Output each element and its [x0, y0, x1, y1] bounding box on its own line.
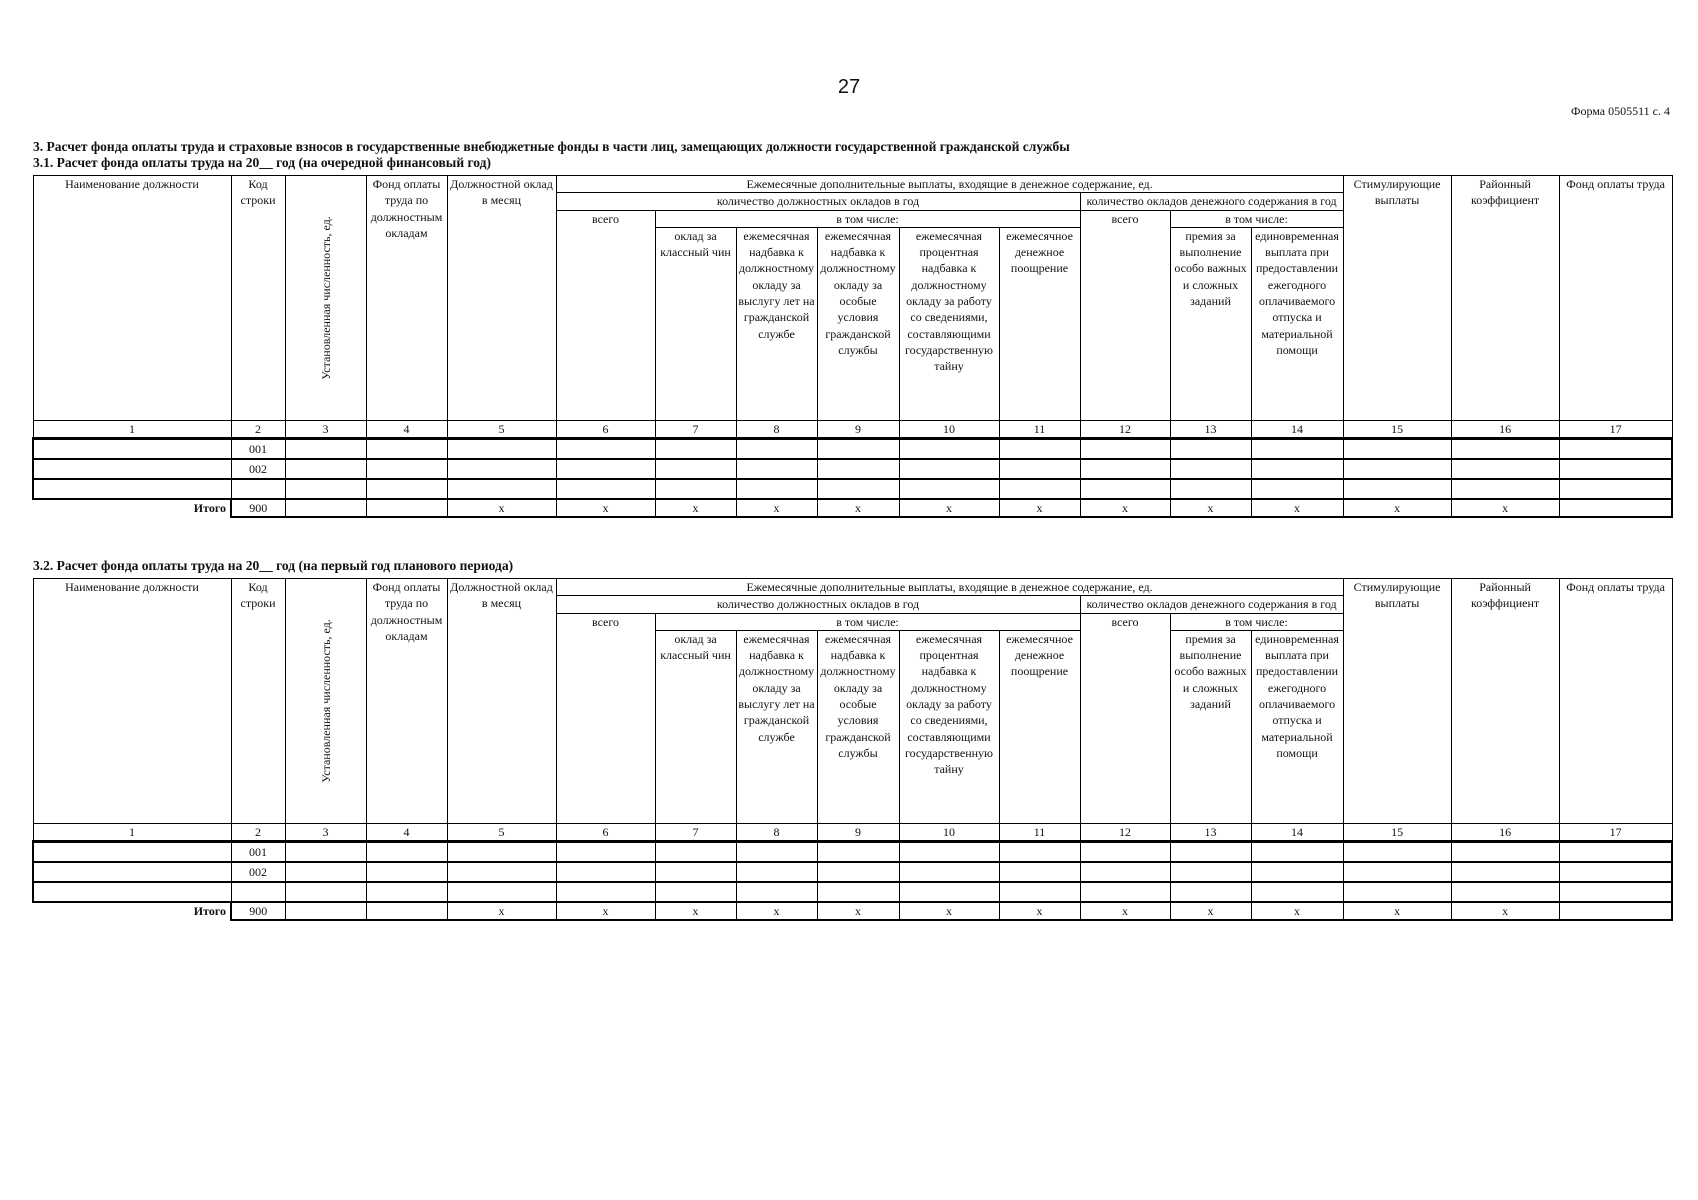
value-cell[interactable] — [1251, 479, 1343, 499]
position-name-cell[interactable] — [33, 862, 231, 882]
value-cell[interactable] — [447, 459, 556, 479]
value-cell[interactable] — [655, 459, 736, 479]
value-cell[interactable] — [366, 439, 447, 460]
allowance-including-header: в том числе: — [1170, 613, 1343, 630]
value-cell[interactable] — [736, 439, 817, 460]
value-cell[interactable] — [817, 862, 899, 882]
col-stimulating-header: Стимулирующие выплаты — [1343, 176, 1451, 421]
value-cell[interactable] — [899, 862, 999, 882]
value-cell[interactable] — [1451, 862, 1559, 882]
value-cell[interactable] — [1451, 459, 1559, 479]
column-number: 16 — [1451, 823, 1559, 841]
salaries-including-header: в том числе: — [655, 613, 1080, 630]
col-code-header: Код строки — [231, 579, 285, 824]
col-salary-header: Должностной оклад в месяц — [447, 579, 556, 824]
column-number: 12 — [1080, 420, 1170, 438]
column-number: 1 — [33, 420, 231, 438]
table-row — [33, 479, 1672, 499]
position-name-cell[interactable] — [33, 479, 231, 499]
column-number: 16 — [1451, 420, 1559, 438]
value-cell[interactable] — [817, 479, 899, 499]
col-regional-header: Районный коэффициент — [1451, 579, 1559, 824]
salaries-total-header: всего — [556, 210, 655, 420]
total-value-cell: x — [1170, 499, 1251, 517]
total-value-cell: x — [817, 499, 899, 517]
total-value-cell: x — [556, 499, 655, 517]
value-cell[interactable] — [817, 439, 899, 460]
total-value-cell[interactable] — [366, 902, 447, 920]
column-number: 9 — [817, 823, 899, 841]
value-cell[interactable] — [366, 862, 447, 882]
payroll-table-current-year — [32, 175, 1673, 518]
total-code-cell: 900 — [231, 902, 285, 920]
value-cell[interactable] — [1080, 882, 1170, 902]
value-cell[interactable] — [817, 842, 899, 863]
total-value-cell: x — [999, 499, 1080, 517]
column-number: 15 — [1343, 420, 1451, 438]
col-class-rank-header: оклад за классный чин — [655, 227, 736, 420]
value-cell[interactable] — [1170, 862, 1251, 882]
value-cell[interactable] — [736, 882, 817, 902]
total-value-cell[interactable] — [1559, 902, 1672, 920]
col-regional-header: Районный коэффициент — [1451, 176, 1559, 421]
row-code-cell[interactable] — [231, 882, 285, 902]
value-cell[interactable] — [1251, 842, 1343, 863]
section-title: 3. Расчет фонда оплаты труда и страховые взносов в государственные внебюджетные фонды в части лиц, замещающих должности государственной гражданской службы — [33, 139, 1070, 154]
column-number: 4 — [366, 823, 447, 841]
value-cell[interactable] — [556, 439, 655, 460]
col-fund-header: Фонд оплаты труда — [1559, 579, 1672, 824]
col-secret-header: ежемесячная процентная надбавка к должностному окладу за работу со сведениями, составляющими государственную тайну — [899, 630, 999, 823]
col-headcount-header: Установленная численность, ед. — [285, 579, 366, 824]
value-cell[interactable] — [1451, 882, 1559, 902]
value-cell[interactable] — [999, 439, 1080, 460]
value-cell[interactable] — [1170, 842, 1251, 863]
total-value-cell: x — [1343, 499, 1451, 517]
value-cell[interactable] — [1170, 459, 1251, 479]
col-stimulating-header: Стимулирующие выплаты — [1343, 579, 1451, 824]
total-value-cell: x — [447, 499, 556, 517]
value-cell[interactable] — [1170, 439, 1251, 460]
value-cell[interactable] — [447, 479, 556, 499]
total-row — [33, 902, 1672, 920]
column-number: 1 — [33, 823, 231, 841]
value-cell[interactable] — [1559, 842, 1672, 863]
value-cell[interactable] — [736, 862, 817, 882]
total-value-cell: x — [556, 902, 655, 920]
column-number: 8 — [736, 823, 817, 841]
total-value-cell[interactable] — [1559, 499, 1672, 517]
value-cell[interactable] — [899, 439, 999, 460]
total-value-cell: x — [1251, 499, 1343, 517]
total-value-cell: x — [1080, 499, 1170, 517]
value-cell[interactable] — [1559, 862, 1672, 882]
column-number: 15 — [1343, 823, 1451, 841]
value-cell[interactable] — [1451, 439, 1559, 460]
value-cell[interactable] — [899, 882, 999, 902]
column-number: 3 — [285, 823, 366, 841]
column-number: 9 — [817, 420, 899, 438]
table-row — [33, 459, 1672, 479]
column-number: 3 — [285, 420, 366, 438]
value-cell[interactable] — [1251, 439, 1343, 460]
row-code-cell[interactable]: 001 — [231, 842, 285, 863]
value-cell[interactable] — [655, 439, 736, 460]
row-code-cell[interactable]: 002 — [231, 862, 285, 882]
column-number: 17 — [1559, 823, 1672, 841]
value-cell[interactable] — [1343, 439, 1451, 460]
value-cell[interactable] — [285, 439, 366, 460]
allowance-total-header: всего — [1080, 613, 1170, 823]
col-fund-by-salaries-header: Фонд оплаты труда по должностным окладам — [366, 579, 447, 824]
form-code: Форма 0505511 с. 4 — [1570, 104, 1670, 118]
total-value-cell: x — [999, 902, 1080, 920]
count-allowance-header: количество окладов денежного содержания в год — [1080, 596, 1343, 613]
payroll-table-first-planning-year — [32, 578, 1673, 921]
value-cell[interactable] — [1080, 459, 1170, 479]
col-salary-header: Должностной оклад в месяц — [447, 176, 556, 421]
column-number: 7 — [655, 823, 736, 841]
value-cell[interactable] — [447, 882, 556, 902]
row-code-cell[interactable]: 001 — [231, 439, 285, 460]
value-cell[interactable] — [285, 862, 366, 882]
column-number: 6 — [556, 823, 655, 841]
value-cell[interactable] — [1559, 479, 1672, 499]
total-value-cell: x — [899, 902, 999, 920]
value-cell[interactable] — [1451, 842, 1559, 863]
table-row — [33, 842, 1672, 863]
column-number: 6 — [556, 420, 655, 438]
value-cell[interactable] — [1559, 439, 1672, 460]
col-fund-header: Фонд оплаты труда — [1559, 176, 1672, 421]
col-bonus-header: премия за выполнение особо важных и сложных заданий — [1170, 630, 1251, 823]
row-code-cell[interactable]: 002 — [231, 459, 285, 479]
col-fund-by-salaries-header: Фонд оплаты труда по должностным окладам — [366, 176, 447, 421]
total-value-cell: x — [1451, 499, 1559, 517]
value-cell[interactable] — [1343, 459, 1451, 479]
col-leave-payment-header: единовременная выплата при предоставлении ежегодного оплачиваемого отпуска и материальной помощи — [1251, 630, 1343, 823]
subsection-1-title: 3.1. Расчет фонда оплаты труда на 20__ год (на очередной финансовый год) — [33, 155, 491, 170]
value-cell[interactable] — [1343, 479, 1451, 499]
value-cell[interactable] — [285, 882, 366, 902]
total-value-cell: x — [655, 902, 736, 920]
total-value-cell: x — [736, 499, 817, 517]
total-value-cell[interactable] — [366, 499, 447, 517]
value-cell[interactable] — [447, 862, 556, 882]
value-cell[interactable] — [366, 842, 447, 863]
col-secret-header: ежемесячная процентная надбавка к должностному окладу за работу со сведениями, составляющими государственную тайну — [899, 227, 999, 420]
col-special-conditions-header: ежемесячная надбавка к должностному окладу за особые условия гражданской службы — [817, 227, 899, 420]
column-number: 10 — [899, 420, 999, 438]
col-name-header: Наименование должности — [33, 579, 231, 824]
position-name-cell[interactable] — [33, 439, 231, 460]
total-row — [33, 499, 1672, 517]
value-cell[interactable] — [899, 479, 999, 499]
row-code-cell[interactable] — [231, 479, 285, 499]
column-number: 4 — [366, 420, 447, 438]
total-label: Итого — [33, 902, 231, 920]
column-number: 2 — [231, 420, 285, 438]
value-cell[interactable] — [1343, 862, 1451, 882]
column-number: 8 — [736, 420, 817, 438]
value-cell[interactable] — [556, 842, 655, 863]
value-cell[interactable] — [285, 459, 366, 479]
allowance-total-header: всего — [1080, 210, 1170, 420]
col-class-rank-header: оклад за классный чин — [655, 630, 736, 823]
value-cell[interactable] — [1251, 862, 1343, 882]
value-cell[interactable] — [1559, 459, 1672, 479]
value-cell[interactable] — [1251, 459, 1343, 479]
value-cell[interactable] — [736, 842, 817, 863]
value-cell[interactable] — [1080, 842, 1170, 863]
salaries-total-header: всего — [556, 613, 655, 823]
total-label: Итого — [33, 499, 231, 517]
value-cell[interactable] — [1170, 479, 1251, 499]
total-value-cell: x — [736, 902, 817, 920]
value-cell[interactable] — [1559, 882, 1672, 902]
value-cell[interactable] — [556, 479, 655, 499]
total-value-cell: x — [899, 499, 999, 517]
table-row — [33, 439, 1672, 460]
value-cell[interactable] — [999, 862, 1080, 882]
value-cell[interactable] — [736, 479, 817, 499]
count-salaries-header: количество должностных окладов в год — [556, 596, 1080, 613]
column-number: 13 — [1170, 823, 1251, 841]
position-name-cell[interactable] — [33, 842, 231, 863]
value-cell[interactable] — [655, 882, 736, 902]
value-cell[interactable] — [736, 459, 817, 479]
column-number: 12 — [1080, 823, 1170, 841]
value-cell[interactable] — [1170, 882, 1251, 902]
table-row — [33, 882, 1672, 902]
value-cell[interactable] — [366, 459, 447, 479]
value-cell[interactable] — [1080, 862, 1170, 882]
value-cell[interactable] — [1343, 842, 1451, 863]
position-name-cell[interactable] — [33, 459, 231, 479]
col-headcount-header: Установленная численность, ед. — [285, 176, 366, 421]
value-cell[interactable] — [556, 882, 655, 902]
value-cell[interactable] — [899, 842, 999, 863]
value-cell[interactable] — [655, 479, 736, 499]
column-number: 5 — [447, 420, 556, 438]
total-value-cell: x — [1251, 902, 1343, 920]
value-cell[interactable] — [999, 479, 1080, 499]
column-number: 14 — [1251, 420, 1343, 438]
total-value-cell[interactable] — [285, 499, 366, 517]
value-cell[interactable] — [285, 479, 366, 499]
col-bonus-header: премия за выполнение особо важных и сложных заданий — [1170, 227, 1251, 420]
allowance-including-header: в том числе: — [1170, 210, 1343, 227]
column-number: 17 — [1559, 420, 1672, 438]
col-leave-payment-header: единовременная выплата при предоставлении ежегодного оплачиваемого отпуска и материальной помощи — [1251, 227, 1343, 420]
monthly-extra-header: Ежемесячные дополнительные выплаты, входящие в денежное содержание, ед. — [556, 579, 1343, 596]
column-number: 2 — [231, 823, 285, 841]
value-cell[interactable] — [655, 862, 736, 882]
col-name-header: Наименование должности — [33, 176, 231, 421]
salaries-including-header: в том числе: — [655, 210, 1080, 227]
value-cell[interactable] — [1080, 439, 1170, 460]
page-number: 27 — [837, 76, 861, 98]
value-cell[interactable] — [1080, 479, 1170, 499]
column-number: 13 — [1170, 420, 1251, 438]
value-cell[interactable] — [1251, 882, 1343, 902]
value-cell[interactable] — [999, 459, 1080, 479]
column-numbers-row — [33, 420, 1672, 438]
value-cell[interactable] — [556, 862, 655, 882]
value-cell[interactable] — [817, 882, 899, 902]
column-number: 11 — [999, 823, 1080, 841]
total-value-cell[interactable] — [285, 902, 366, 920]
col-incentive-header: ежемесячное денежное поощрение — [999, 630, 1080, 823]
count-allowance-header: количество окладов денежного содержания в год — [1080, 193, 1343, 210]
total-value-cell: x — [1170, 902, 1251, 920]
value-cell[interactable] — [285, 842, 366, 863]
col-seniority-header: ежемесячная надбавка к должностному окладу за выслугу лет на гражданской службе — [736, 630, 817, 823]
total-value-cell: x — [447, 902, 556, 920]
value-cell[interactable] — [1343, 882, 1451, 902]
value-cell[interactable] — [447, 439, 556, 460]
col-seniority-header: ежемесячная надбавка к должностному окладу за выслугу лет на гражданской службе — [736, 227, 817, 420]
total-value-cell: x — [1080, 902, 1170, 920]
column-numbers-row — [33, 823, 1672, 841]
value-cell[interactable] — [366, 882, 447, 902]
value-cell[interactable] — [817, 459, 899, 479]
value-cell[interactable] — [366, 479, 447, 499]
total-code-cell: 900 — [231, 499, 285, 517]
value-cell[interactable] — [1451, 479, 1559, 499]
total-value-cell: x — [817, 902, 899, 920]
col-special-conditions-header: ежемесячная надбавка к должностному окладу за особые условия гражданской службы — [817, 630, 899, 823]
column-number: 11 — [999, 420, 1080, 438]
total-value-cell: x — [655, 499, 736, 517]
col-incentive-header: ежемесячное денежное поощрение — [999, 227, 1080, 420]
value-cell[interactable] — [999, 842, 1080, 863]
column-number: 14 — [1251, 823, 1343, 841]
position-name-cell[interactable] — [33, 882, 231, 902]
table-row — [33, 862, 1672, 882]
value-cell[interactable] — [899, 459, 999, 479]
column-number: 7 — [655, 420, 736, 438]
monthly-extra-header: Ежемесячные дополнительные выплаты, входящие в денежное содержание, ед. — [556, 176, 1343, 193]
subsection-2-title: 3.2. Расчет фонда оплаты труда на 20__ год (на первый год планового периода) — [33, 558, 514, 573]
value-cell[interactable] — [447, 842, 556, 863]
count-salaries-header: количество должностных окладов в год — [556, 193, 1080, 210]
total-value-cell: x — [1343, 902, 1451, 920]
column-number: 5 — [447, 823, 556, 841]
column-number: 10 — [899, 823, 999, 841]
value-cell[interactable] — [556, 459, 655, 479]
value-cell[interactable] — [999, 882, 1080, 902]
total-value-cell: x — [1451, 902, 1559, 920]
col-code-header: Код строки — [231, 176, 285, 421]
value-cell[interactable] — [655, 842, 736, 863]
